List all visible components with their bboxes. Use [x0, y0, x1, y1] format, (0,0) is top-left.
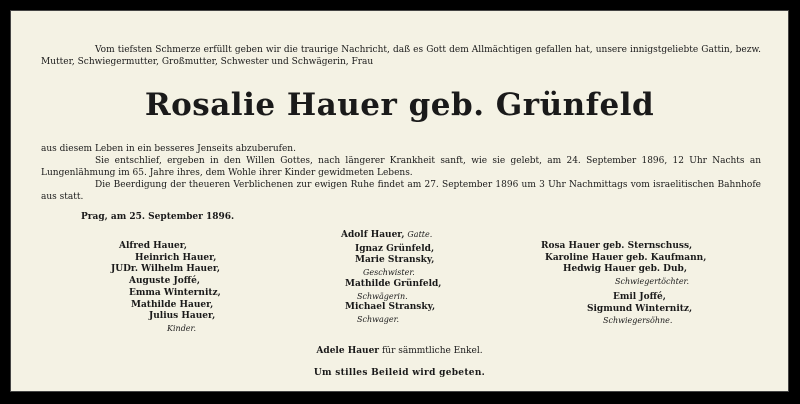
relation-label: Schwager. — [357, 314, 400, 324]
mourner-name: Heinrich Hauer, — [135, 252, 217, 263]
body-paragraph-3: Die Beerdigung der theueren Verblichenen zur ewigen Ruhe findet am 27. September 1896 um 3 Uhr Nachmittags vom israelitischen Bahnhofe aus statt. — [41, 180, 761, 202]
mourner-name: Emil Joffé, — [613, 291, 666, 302]
mourner-name: Ignaz Grünfeld, — [355, 243, 435, 254]
mourner-name: Mathilde Hauer, — [131, 299, 214, 310]
mourner-name: Rosa Hauer geb. Sternschuss, — [541, 241, 693, 251]
mourner-name: Auguste Joffé, — [129, 276, 200, 287]
intro-text: Vom tiefsten Schmerze erfüllt geben wir die traurige Nachricht, daß es Gott dem Allmächtigen gefallen hat, unsere innigstgeliebte Gattin, bezw. Mutter, Schwiegermutter, Großmutter, Schwester und Schwägerin, Frau — [41, 45, 761, 67]
relation-label: Geschwister. — [363, 268, 415, 278]
mourner-name: Alfred Hauer, — [119, 241, 187, 251]
deceased-name: Rosalie Hauer geb. Grünfeld — [144, 87, 655, 123]
mourner-name: JUDr. Wilhelm Hauer, — [111, 264, 221, 275]
mourner-name: Michael Stransky, — [345, 302, 436, 313]
mourner-name: Marie Stransky, — [355, 255, 435, 266]
obituary-notice — [10, 10, 789, 392]
grandchildren-line — [11, 346, 788, 357]
mourner-name: Mathilde Grünfeld, — [345, 278, 442, 289]
mourner-name: Adolf Hauer, — [341, 230, 405, 240]
mourner-name: Julius Hauer, — [149, 311, 216, 322]
mourner-name: Hedwig Hauer geb. Dub, — [563, 264, 687, 275]
relation-label: Kinder. — [167, 323, 197, 333]
condolence-note: Um stilles Beileid wird gebeten. — [313, 368, 486, 378]
relation-label: Schwiegersöhne. — [603, 316, 673, 326]
mourner-name: Karoline Hauer geb. Kaufmann, — [545, 252, 707, 263]
place-date: Prag, am 25. September 1896. — [81, 212, 235, 222]
body-paragraph-1: aus diesem Leben in ein besseres Jenseits abzuberufen. — [41, 144, 296, 154]
relation-label: Gatte. — [407, 230, 433, 239]
mourner-name: Adele Hauer — [316, 346, 380, 356]
mourner-name: Emma Winternitz, — [129, 287, 221, 298]
relation-label: Schwägerin. — [357, 291, 408, 301]
relation-label: für sämmtliche Enkel. — [381, 346, 483, 356]
mourner-name: Sigmund Winternitz, — [587, 303, 693, 314]
body-paragraph-2: Sie entschlief, ergeben in den Willen Gottes, nach längerer Krankheit sanft, wie sie gelebt, am 24. September 1896, 12 Uhr Nachts an Lungenlähmung im 65. Jahre ihres, dem Wohle ihrer Kinder gewidmeten Lebens. — [41, 156, 761, 178]
relation-label: Schwiegertöchter. — [615, 277, 690, 287]
